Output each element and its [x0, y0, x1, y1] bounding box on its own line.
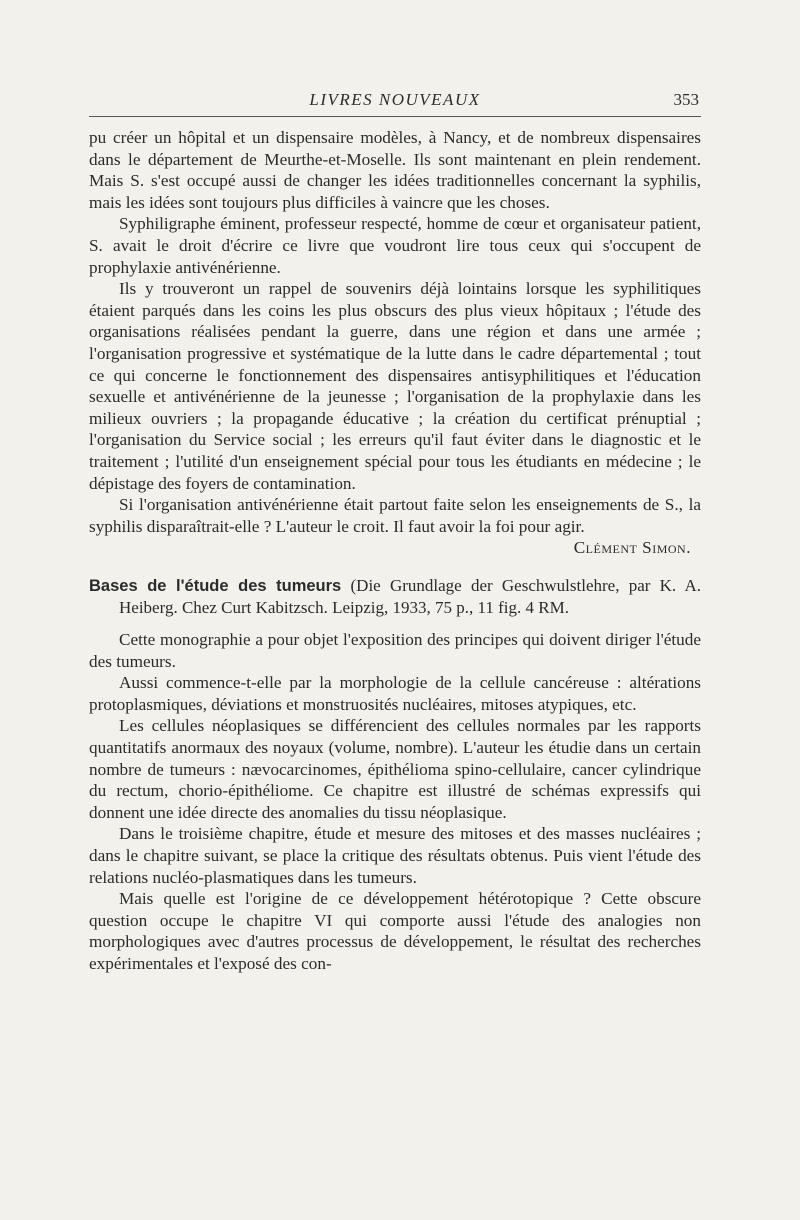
review-final-paragraph — [89, 494, 701, 558]
page-number: 353 — [673, 90, 699, 109]
page-body — [89, 127, 701, 975]
book-page — [89, 86, 701, 975]
second-review — [89, 575, 701, 975]
review-bibliographic-info: (Die Grundlage der Geschwulstlehre, par K. A. Heiberg. Chez Curt Kabitzsch. Leipzig, 1933, 75 p., 11 fig. 4 RM. — [119, 575, 701, 618]
review-paragraph: Les cellules néoplasiques se différencient des cellules normales par les rapports quantitatifs anormaux des noyaux (volume, nombre). L'auteur les étudie dans un certain nombre de tumeurs : nævocarcinomes, épithélioma spino-cellulaire, cancer cylindrique du rectum, chorio-épithéliome. Ce chapitre est illustré de schémas expressifs qui donnent une idée directe des anomalies du tissu néoplasique. — [89, 716, 701, 822]
review-paragraph: Aussi commence-t-elle par la morphologie de la cellule cancéreuse : altérations protoplasmiques, déviations et monstruosités nucléaires, mitoses atypiques, etc. — [89, 673, 701, 714]
review-body — [89, 629, 701, 975]
review-heading — [89, 575, 701, 619]
running-header — [89, 86, 701, 117]
review-title: Bases de l'étude des tumeurs — [89, 576, 342, 595]
first-review — [89, 127, 701, 559]
review-paragraph: Ils y trouveront un rappel de souvenirs déjà lointains lorsque les syphilitiques étaient parqués dans les coins les plus obscurs des plus vieux hôpitaux ; l'étude des organisations réalisées pendant la guerre, dans une région et dans une armée ; l'organisation progressive et systématique de la lutte dans le cadre départemental ; tout ce qui concerne le fonctionnement des dispensaires antisyphilitiques et l'éducation sexuelle et antivénérienne de la jeunesse ; l'organisation de la prophylaxie dans les milieux ouvriers ; la propagande éducative ; la création du certificat prénuptial ; l'organisation du Service social ; les erreurs qu'il faut éviter dans le diagnostic et le traitement ; l'utilité d'un enseignement spécial pour tous les étudiants en médecine ; le dépistage des foyers de contamination. — [89, 279, 701, 493]
review-paragraph: pu créer un hôpital et un dispensaire modèles, à Nancy, et de nombreux dispensaires dans le département de Meurthe-et-Moselle. Ils sont maintenant en plein rendement. Mais S. s'est occupé aussi de changer les idées traditionnelles concernant la syphilis, mais les idées sont toujours plus difficiles à vaincre que les choses. — [89, 128, 701, 212]
review-paragraph: Cette monographie a pour objet l'exposition des principes qui doivent diriger l'étude des tumeurs. — [89, 630, 701, 671]
review-signature: Clément Simon. — [573, 538, 691, 558]
review-paragraph: Mais quelle est l'origine de ce développement hétérotopique ? Cette obscure question occupe le chapitre VI qui comporte aussi l'étude des analogies non morphologiques avec d'autres processus de développement, le résultat des recherches expérimentales et l'exposé des con- — [89, 889, 701, 973]
review-paragraph: Syphiligraphe éminent, professeur respecté, homme de cœur et organisateur patient, S. avait le droit d'écrire ce livre que voudront lire tous ceux qui s'occupent de prophylaxie antivénérienne. — [89, 214, 701, 277]
review-paragraph: Dans le troisième chapitre, étude et mesure des mitoses et des masses nucléaires ; dans le chapitre suivant, se place la critique des résultats obtenus. Puis vient l'étude des relations nucléo-plasmatiques dans les tumeurs. — [89, 824, 701, 887]
review-paragraph-text: Si l'organisation antivénérienne était partout faite selon les enseignements de S., la syphilis disparaîtrait-elle ? L'auteur le croit. Il faut avoir la foi pour agir. — [89, 495, 701, 536]
running-title: LIVRES NOUVEAUX — [309, 90, 481, 109]
